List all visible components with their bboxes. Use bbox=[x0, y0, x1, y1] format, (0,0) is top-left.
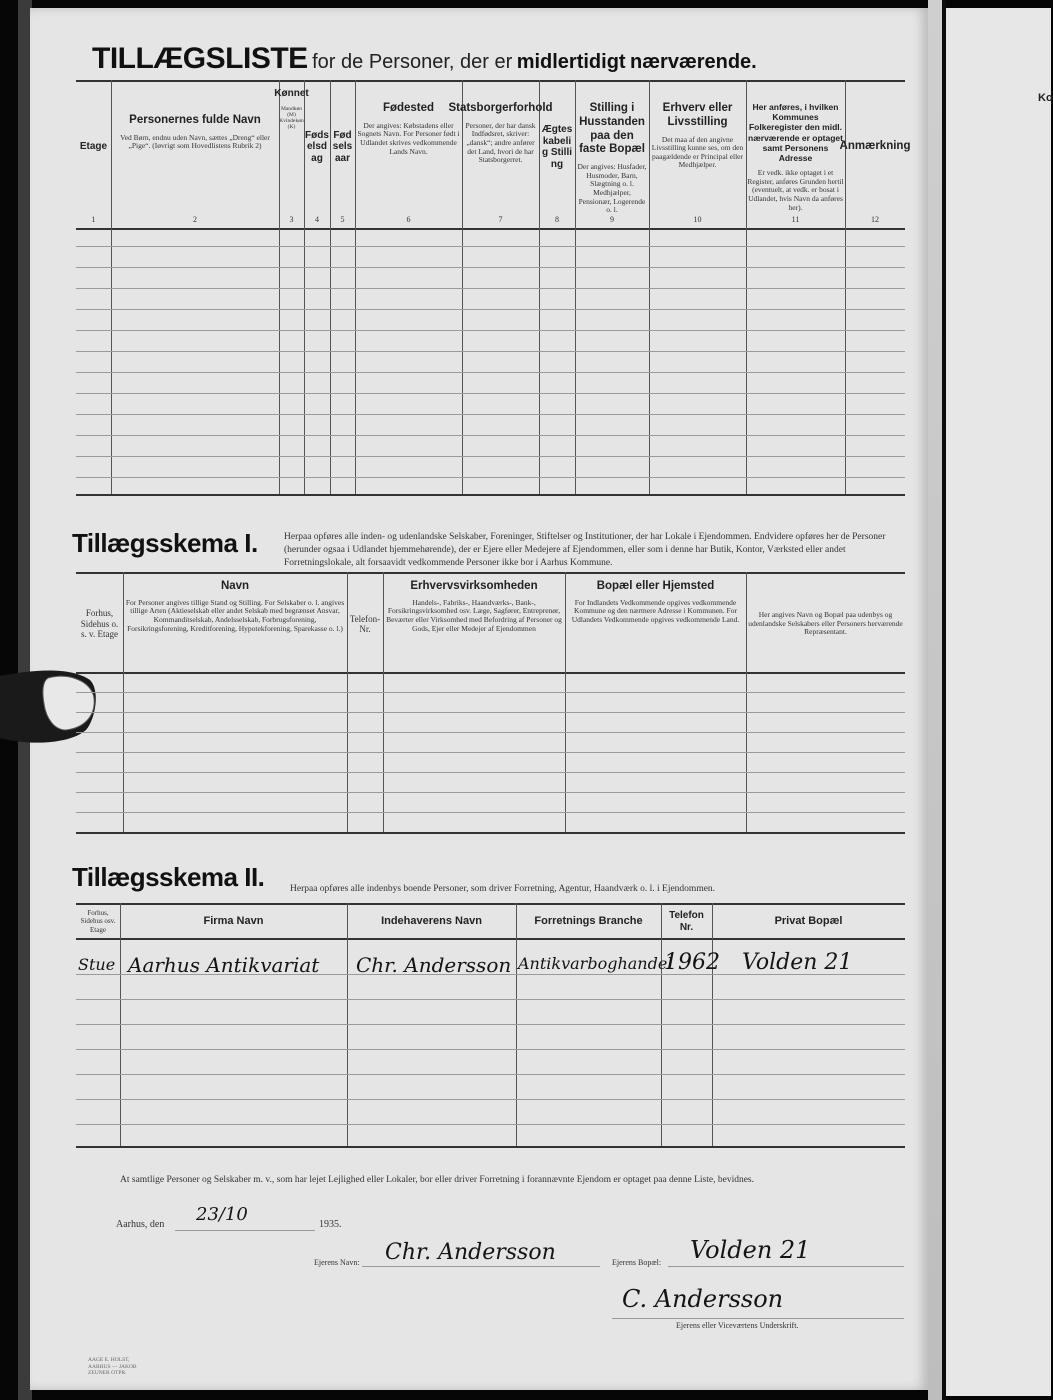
skema1-column-title-5: Bopæl eller Hjemsted bbox=[596, 580, 715, 592]
list-column-title-11: Her anføres, i hvilken Kommunes Folkeregister den midl. nærværende er optaget samt Personens Adresse bbox=[748, 102, 843, 163]
skema1-row-line bbox=[76, 752, 905, 753]
list-column-number-8: 8 bbox=[555, 215, 559, 224]
list-column-title-9: Stilling i Husstanden paa den faste Bopæl bbox=[579, 102, 645, 156]
list-title-part1: for de Personer, der er bbox=[312, 51, 513, 73]
list-column-number-6: 6 bbox=[406, 215, 411, 224]
list-row-line bbox=[76, 435, 905, 436]
skema1-title: Tillægsskema I. bbox=[72, 528, 258, 558]
skema1-col-divider bbox=[383, 572, 384, 832]
skema2-row-line bbox=[76, 1099, 905, 1100]
list-column-number-12: 12 bbox=[871, 215, 879, 224]
skema2-row-indehaver: Chr. Andersson bbox=[356, 953, 512, 977]
list-row-line bbox=[76, 330, 905, 331]
skema2-title: Tillægsskema II. bbox=[72, 862, 265, 892]
skema2-column-header-6: Privat Bopæl bbox=[774, 914, 843, 927]
list-column-title-3: Kønnet bbox=[274, 88, 309, 99]
list-column-number-9: 9 bbox=[610, 215, 614, 224]
list-column-header-2 bbox=[112, 84, 278, 210]
list-row-line bbox=[76, 372, 905, 373]
skema2-bottom-rule bbox=[76, 1146, 905, 1148]
skema1-top-rule bbox=[76, 572, 905, 574]
printer-mark: AAGE E. HOLST, AARHUS — JAKOB ZEUNER OTPR. bbox=[88, 1357, 137, 1377]
list-bottom-rule bbox=[76, 494, 905, 496]
list-column-number-11: 11 bbox=[791, 215, 800, 224]
list-column-header-7 bbox=[448, 84, 553, 210]
skema2-row-line bbox=[76, 999, 905, 1000]
skema2-top-rule bbox=[76, 903, 905, 905]
list-column-header-6 bbox=[356, 84, 461, 210]
list-column-desc-9: Der angives: Husfader, Husmoder, Barn, Slægtning o. l. Medhjælper, Pensionær, Logerende o. l. bbox=[577, 162, 647, 215]
skema1-column-title-2: Navn bbox=[220, 580, 250, 592]
list-column-desc-6: Der angives: Købstadens eller Sognets Navn. For Personer født i Udlandet skrives vedkommende Lands Navn. bbox=[357, 120, 460, 156]
signature-label: Ejerens eller Viceværtens Underskrift. bbox=[676, 1321, 799, 1330]
skema2-column-header-3: Indehaverens Navn bbox=[381, 914, 482, 927]
skema2-header-rule bbox=[76, 938, 905, 940]
right-page bbox=[946, 8, 1051, 1396]
footer-statement: At samtlige Personer og Selskaber m. v., som har lejet Lejlighed eller Lokaler, bor eller driver Forretning i forannævnte Ejendom er optaget paa denne Liste, bevidnes. bbox=[120, 1175, 754, 1185]
owner-address-line bbox=[668, 1266, 904, 1267]
owner-address-label: Ejerens Bopæl: bbox=[612, 1258, 662, 1267]
skema2-row-line bbox=[76, 1074, 905, 1075]
owner-name-label: Ejerens Navn: bbox=[314, 1258, 360, 1267]
skema1-column-desc-1: Forhus, Sidehus o. s. v. Etage bbox=[80, 608, 119, 640]
skema1-row-line bbox=[76, 792, 905, 793]
list-column-header-10 bbox=[650, 84, 745, 210]
list-top-rule bbox=[76, 80, 905, 82]
signature-line bbox=[612, 1318, 904, 1319]
list-column-number-5: 5 bbox=[340, 215, 345, 224]
list-row-line bbox=[76, 477, 905, 478]
list-column-desc-11: Er vedk. ikke optaget i et Register, anføres Grunden hertil (eventuelt, at vedk. er bosat i Udlandet, hvis Navn da anføres her). bbox=[747, 168, 844, 212]
skema2-row-line bbox=[76, 1124, 905, 1125]
list-column-number-2: 2 bbox=[193, 215, 197, 224]
list-column-title-6: Fødested bbox=[382, 102, 435, 114]
skema1-col-divider bbox=[565, 572, 566, 832]
skema2-row-bopael: Volden 21 bbox=[742, 950, 853, 975]
skema1-row-line bbox=[76, 812, 905, 813]
list-row-line bbox=[76, 288, 905, 289]
skema2-column-header-5: Telefon Nr. bbox=[669, 909, 704, 933]
list-title-part2: midlertidigt bbox=[516, 51, 626, 73]
skema2-row-telefon: 1962 bbox=[664, 950, 720, 975]
skema1-row-line bbox=[76, 732, 905, 733]
skema1-column-header-1 bbox=[78, 580, 121, 668]
list-column-number-1: 1 bbox=[91, 215, 96, 224]
list-header-rule bbox=[76, 228, 905, 230]
skema1-col-divider bbox=[123, 572, 124, 832]
list-column-desc-2: Ved Børn, endnu uden Navn, sættes „Dreng“ eller „Pige“. (Iøvrigt som Hovedlistens Rubrik 2) bbox=[120, 132, 270, 151]
list-column-number-7: 7 bbox=[498, 215, 503, 224]
skema2-column-header-1: Forhus, Sidehus osv. Etage bbox=[80, 909, 116, 934]
owner-name: Chr. Andersson bbox=[385, 1240, 556, 1265]
list-row-line bbox=[76, 246, 905, 247]
skema1-column-title-4: Erhvervsvirksomheden bbox=[410, 580, 538, 592]
skema1-column-desc-3: Telefon-Nr. bbox=[349, 613, 381, 634]
skema1-row-line bbox=[76, 772, 905, 773]
skema2-row-firma: Aarhus Antikvariat bbox=[128, 953, 320, 977]
list-column-title-5: Fødselsaar bbox=[332, 129, 353, 164]
skema2-row-line bbox=[76, 1024, 905, 1025]
signature: C. Andersson bbox=[622, 1285, 784, 1313]
skema1-row-line bbox=[76, 712, 905, 713]
list-column-header-11 bbox=[747, 84, 844, 210]
skema1-column-desc-6: Her angives Navn og Bopæl paa udenbys og udenlandske Selskabers eller Personers herværende Repræsentant. bbox=[748, 610, 903, 637]
list-column-header-9 bbox=[576, 84, 648, 215]
list-row-line bbox=[76, 414, 905, 415]
skema1-row-line bbox=[76, 692, 905, 693]
owner-name-line bbox=[362, 1266, 600, 1267]
list-row-line bbox=[76, 267, 905, 268]
page-edge bbox=[928, 0, 942, 1400]
list-column-title-12: Anmærkning bbox=[839, 140, 911, 153]
footer-date: 23/10 bbox=[196, 1204, 248, 1225]
list-column-number-4: 4 bbox=[315, 215, 319, 224]
skema2-column-header-2: Firma Navn bbox=[203, 914, 264, 927]
skema1-column-header-6 bbox=[748, 580, 903, 668]
right-page-text-fragment: Ko bbox=[1038, 92, 1053, 104]
skema1-bottom-rule bbox=[76, 832, 905, 834]
list-title-part3: nærværende. bbox=[630, 51, 757, 73]
list-column-number-10: 10 bbox=[693, 215, 702, 224]
list-row-line bbox=[76, 393, 905, 394]
skema1-column-header-3 bbox=[349, 580, 381, 668]
list-column-header-1 bbox=[77, 84, 110, 210]
footer-year: 1935. bbox=[319, 1219, 342, 1230]
skema2-row-line bbox=[76, 1049, 905, 1050]
skema1-column-desc-2: For Personer angives tillige Stand og Stilling. For Selskaber o. l. angives tillige Arten (Aktieselskab eller andet Selskab med begrænset Ansvar, Kommanditselskab, Andelsselskab, Forbrugsforening, Forsikringsforening, Kreditforening, Hypotekforening, Sparekasse o. l.) bbox=[125, 597, 345, 633]
list-column-header-3 bbox=[274, 84, 309, 210]
skema1-column-desc-5: For Indlandets Vedkommende opgives vedkommende Kommune og den nærmere Adresse i Kommunen. For Udlandets Vedkommende opgives vedkommende Land. bbox=[571, 597, 740, 625]
skema2-column-header-4: Forretnings Branche bbox=[534, 914, 643, 927]
list-column-header-4 bbox=[305, 84, 329, 210]
list-column-title-7: Statsborgerforhold bbox=[448, 102, 553, 114]
footer-place: Aarhus, den bbox=[116, 1219, 165, 1230]
list-column-desc-7: Personer, der har dansk Indfødsret, skriver: „dansk“; andre anfører det Land, hvori de har Statsborgerret. bbox=[465, 120, 536, 165]
skema1-column-header-5 bbox=[567, 580, 744, 668]
list-column-title-1: Etage bbox=[79, 141, 108, 153]
list-column-desc-10: Det maa af den angivne Livsstilling kunne ses, om den paagældende er Principal eller Medhjælper. bbox=[651, 134, 744, 170]
list-column-title-4: Fødselsdag bbox=[305, 129, 329, 164]
skema1-header-rule bbox=[76, 672, 905, 674]
list-title: TILLÆGSLISTE bbox=[92, 42, 308, 75]
list-column-number-3: 3 bbox=[289, 215, 294, 224]
list-column-title-10: Erhverv eller Livsstilling bbox=[662, 102, 733, 128]
list-row-line bbox=[76, 456, 905, 457]
thumb-image bbox=[0, 668, 98, 746]
skema1-column-header-2 bbox=[125, 580, 345, 668]
list-column-header-5 bbox=[331, 84, 354, 210]
skema1-column-header-4 bbox=[385, 580, 563, 668]
date-line bbox=[175, 1230, 315, 1231]
list-column-header-12 bbox=[839, 84, 911, 210]
skema2-description: Herpaa opføres alle indenbys boende Personer, som driver Forretning, Agentur, Haandværk o. l. i Ejendommen. bbox=[290, 884, 716, 894]
list-row-line bbox=[76, 351, 905, 352]
list-column-title-2: Personernes fulde Navn bbox=[129, 114, 261, 126]
skema2-row-branche: Antikvarboghandel bbox=[518, 954, 673, 973]
skema1-col-divider bbox=[746, 572, 747, 832]
list-row-line bbox=[76, 309, 905, 310]
skema2-row-etage: Stue bbox=[78, 955, 116, 974]
list-heading bbox=[92, 42, 757, 76]
list-column-header-8 bbox=[540, 84, 574, 210]
list-column-desc-3: Mandkøn (M) Kvindekøn (K) bbox=[279, 105, 304, 131]
skema1-column-desc-4: Handels-, Fabriks-, Haandværks-, Bank-, Forsikringsvirksomhed osv. Læge, Sagfører, Entreprenør, Beværter eller Virksomhed med Befordring af Personer og Gods, Ejer eller Medejer af Ejendommen bbox=[386, 597, 562, 633]
skema1-description: Herpaa opføres alle inden- og udenlandske Selskaber, Foreninger, Stiftelser og Institutioner, der har Lokale i Ejendommen. Endvidere opføres her de Personer (herunder ogsaa i Udlandet hjemmehørende), der er Ejere eller Medejere af Ejendommen, eller som i denne har Butik, Kontor, Værksted eller andet Forretningslokale, alt forsaavidt vedkommende Personer ikke bor i Aarhus Kommune. bbox=[284, 532, 886, 568]
list-column-title-8: Ægteskabelig Stilling bbox=[541, 124, 573, 170]
owner-address: Volden 21 bbox=[690, 1236, 811, 1264]
skema1-col-divider bbox=[347, 572, 348, 832]
